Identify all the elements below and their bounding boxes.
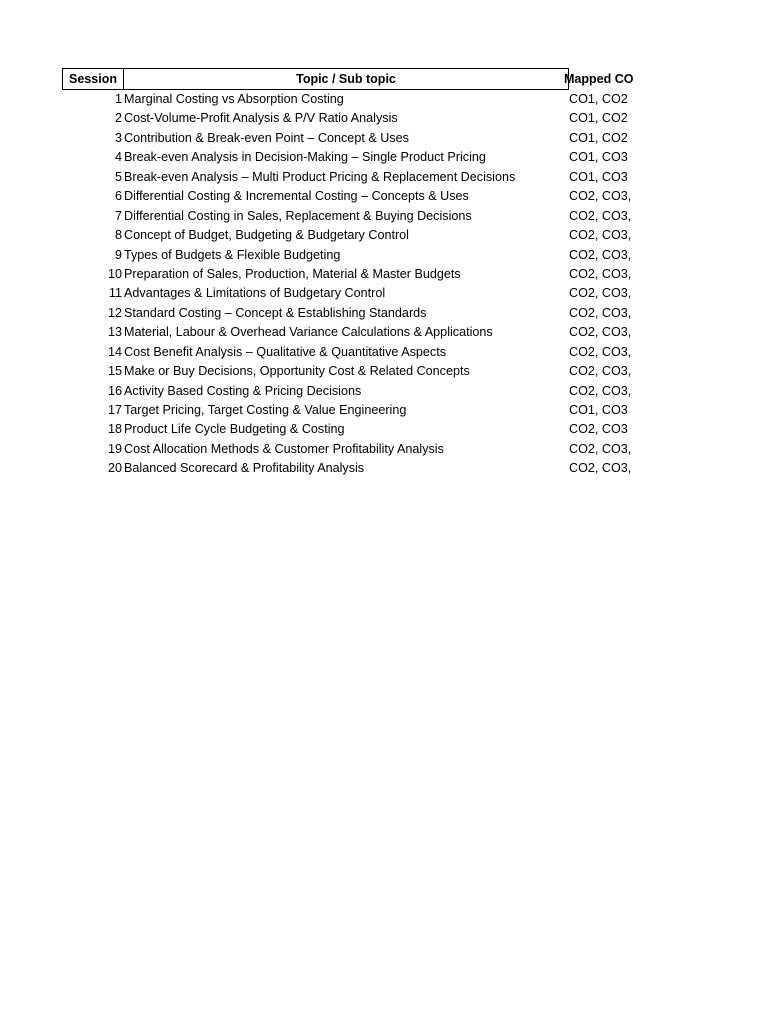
mapped-co-cell: CO2, CO3 [569,422,628,437]
topic-cell: Standard Costing – Concept & Establishing Standards [124,305,427,320]
session-number: 15 [107,364,122,379]
table-row [62,440,662,459]
topic-cell: Material, Labour & Overhead Variance Calculations & Applications [124,325,493,340]
session-number: 10 [107,266,122,281]
topic-cell: Make or Buy Decisions, Opportunity Cost & Related Concepts [124,364,470,379]
session-table-body [62,90,662,479]
mapped-co-cell: CO2, CO3, [569,305,632,320]
table-row [62,459,662,478]
mapped-co-cell: CO1, CO2 [569,130,628,145]
session-number: 8 [114,228,122,243]
table-row [62,148,662,167]
mapped-co-cell: CO1, CO3 [569,150,628,165]
mapped-co-cell: CO2, CO3, [569,189,632,204]
topic-cell: Preparation of Sales, Production, Material & Master Budgets [124,266,461,281]
mapped-co-cell: CO2, CO3, [569,286,632,301]
session-number: 7 [114,208,122,223]
mapped-co-cell: CO2, CO3, [569,344,632,359]
mapped-co-cell: CO2, CO3, [569,266,632,281]
table-row [62,362,662,381]
topic-cell: Product Life Cycle Budgeting & Costing [124,422,345,437]
mapped-co-cell: CO1, CO2 [569,111,628,126]
topic-cell: Differential Costing in Sales, Replacement & Buying Decisions [124,208,472,223]
topic-cell: Cost Allocation Methods & Customer Profitability Analysis [124,441,444,456]
table-row [62,265,662,284]
mapped-co-cell: CO1, CO2 [569,92,628,106]
topic-cell: Activity Based Costing & Pricing Decisions [124,383,362,398]
mapped-co-header: Mapped CO [564,72,634,86]
mapped-co-cell: CO1, CO3 [569,403,628,417]
table-row [62,420,662,439]
topic-cell: Target Pricing, Target Costing & Value Engineering [124,403,407,417]
session-number: 6 [114,189,122,204]
mapped-co-cell: CO2, CO3, [569,441,632,456]
table-header [62,68,642,90]
session-number: 14 [107,344,122,359]
table-row [62,226,662,245]
session-number: 11 [108,286,122,301]
table-row [62,284,662,303]
session-number: 19 [107,441,122,456]
mapped-co-cell: CO2, CO3, [569,208,632,223]
mapped-co-cell: CO2, CO3, [569,461,632,476]
topic-cell: Types of Budgets & Flexible Budgeting [124,247,341,262]
table-row [62,168,662,187]
table-row [62,109,662,128]
session-number: 17 [107,403,122,417]
mapped-co-cell: CO2, CO3, [569,364,632,379]
mapped-co-cell: CO2, CO3, [569,228,632,243]
topic-cell: Balanced Scorecard & Profitability Analysis [124,461,365,476]
topic-cell: Differential Costing & Incremental Costing – Concepts & Uses [124,189,469,204]
session-number: 13 [107,325,122,340]
topic-cell: Cost-Volume-Profit Analysis & P/V Ratio Analysis [124,111,398,126]
session-number: 3 [114,130,122,145]
table-row [62,187,662,206]
topic-cell: Break-even Analysis in Decision-Making – Single Product Pricing [124,150,486,165]
table-row [62,207,662,226]
table-row [62,343,662,362]
table-row [62,304,662,323]
table-row [62,323,662,342]
mapped-co-cell: CO2, CO3, [569,383,632,398]
session-number: 4 [114,150,122,165]
mapped-co-cell: CO1, CO3 [569,169,628,184]
session-number: 1 [114,92,122,106]
topic-cell: Advantages & Limitations of Budgetary Control [124,286,386,301]
table-row [62,246,662,265]
topic-cell: Concept of Budget, Budgeting & Budgetary Control [124,228,409,243]
session-number: 12 [107,305,122,320]
table-row [62,129,662,148]
session-number: 18 [107,422,122,437]
session-number: 9 [114,247,122,262]
topic-header: Topic / Sub topic [123,68,569,90]
table-row [62,401,662,420]
session-number: 16 [107,383,122,398]
session-number: 2 [114,111,122,126]
mapped-co-cell: CO2, CO3, [569,325,632,340]
table-row [62,90,662,109]
session-number: 20 [107,461,122,476]
mapped-co-cell: CO2, CO3, [569,247,632,262]
topic-cell: Marginal Costing vs Absorption Costing [124,92,344,106]
table-row [62,382,662,401]
topic-cell: Contribution & Break-even Point – Concept & Uses [124,130,409,145]
session-header: Session [62,68,124,90]
session-number: 5 [114,169,122,184]
topic-cell: Cost Benefit Analysis – Qualitative & Quantitative Aspects [124,344,447,359]
topic-cell: Break-even Analysis – Multi Product Pricing & Replacement Decisions [124,169,516,184]
